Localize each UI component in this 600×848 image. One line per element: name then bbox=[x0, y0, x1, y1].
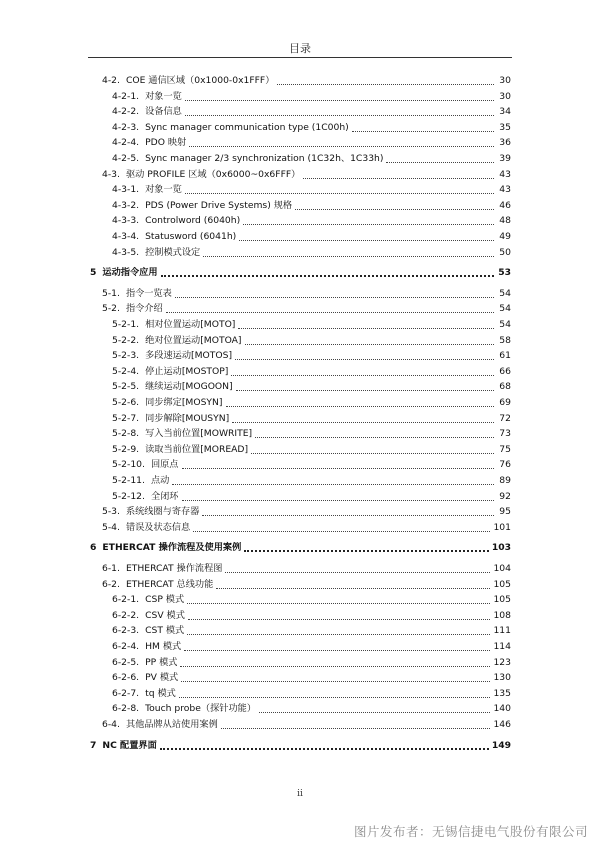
toc-entry-title: Controlword (6040h) bbox=[145, 215, 241, 227]
toc-entry-number: 5-2-9. bbox=[112, 443, 140, 455]
toc-dot-leader bbox=[245, 344, 494, 345]
toc-entry-title: ETHERCAT 总线功能 bbox=[125, 578, 214, 590]
toc-entry-title: 设备信息 bbox=[145, 106, 182, 118]
toc-entry-page: 114 bbox=[493, 641, 511, 652]
toc-dot-leader bbox=[185, 115, 494, 116]
toc-entry-title: 读取当前位置[MOREAD] bbox=[145, 443, 249, 455]
toc-entry-title: PP 模式 bbox=[145, 656, 178, 668]
header-divider bbox=[88, 57, 512, 58]
toc-entry[interactable] bbox=[102, 302, 511, 316]
toc-entry[interactable] bbox=[112, 474, 511, 488]
toc-entry-title: Sync manager 2/3 synchronization (1C32h、1C33h) bbox=[145, 153, 384, 164]
toc-entry[interactable] bbox=[102, 74, 511, 88]
toc-entry-title: 绝对位置运动[MOTOA] bbox=[145, 334, 242, 346]
toc-entry-page: 75 bbox=[499, 443, 511, 455]
toc-entry-title: 对象一览 bbox=[145, 90, 182, 102]
toc-entry-title: 同步绑定[MOSYN] bbox=[145, 397, 223, 408]
toc-dot-leader bbox=[244, 550, 489, 552]
toc-entry-page: 130 bbox=[493, 672, 511, 684]
toc-entry-title: 停止运动[MOSTOP] bbox=[145, 365, 229, 377]
toc-dot-leader bbox=[187, 603, 490, 604]
toc-entry[interactable] bbox=[112, 671, 511, 685]
toc-entry[interactable] bbox=[112, 183, 511, 197]
toc-dot-leader bbox=[182, 468, 495, 469]
toc-entry-title: 指令介绍 bbox=[125, 303, 163, 315]
toc-entry[interactable] bbox=[112, 624, 511, 638]
toc-entry[interactable] bbox=[102, 168, 511, 182]
toc-dot-leader bbox=[239, 240, 494, 241]
toc-entry-number: 5-2-11. bbox=[112, 475, 145, 486]
toc-dot-leader bbox=[259, 712, 490, 713]
toc-dot-leader bbox=[181, 681, 490, 682]
toc-entry-page: 54 bbox=[499, 287, 511, 299]
toc-entry[interactable] bbox=[112, 199, 511, 213]
toc-entry-number: 4-2-4. bbox=[112, 137, 140, 149]
toc-entry-number: 6-4. bbox=[102, 719, 120, 730]
toc-dot-leader bbox=[188, 619, 491, 620]
toc-entry-title: Statusword (6041h) bbox=[145, 231, 237, 242]
publisher-watermark: 图片发布者：无锡信捷电气股份有限公司 bbox=[353, 824, 588, 839]
toc-entry-title: 点动 bbox=[150, 475, 170, 486]
toc-entry-title: ETHERCAT 操作流程图 bbox=[125, 563, 223, 574]
toc-entry-page: 140 bbox=[493, 703, 511, 715]
toc-entry-page: 73 bbox=[499, 428, 511, 440]
toc-entry-title: 系统线圈与寄存器 bbox=[125, 506, 200, 518]
toc-dot-leader bbox=[203, 256, 494, 257]
toc-entry[interactable] bbox=[90, 739, 511, 753]
toc-dot-leader bbox=[216, 588, 490, 589]
toc-entry-number: 4-2-2. bbox=[112, 106, 140, 118]
toc-entry[interactable] bbox=[112, 656, 511, 670]
toc-entry-number: 5-2-5. bbox=[112, 381, 140, 393]
toc-dot-leader bbox=[185, 100, 494, 101]
toc-dot-leader bbox=[236, 390, 494, 391]
toc-entry[interactable] bbox=[90, 541, 511, 555]
toc-entry-number: 5-2-3. bbox=[112, 350, 140, 362]
toc-entry-page: 50 bbox=[499, 246, 511, 258]
toc-entry-title: HM 模式 bbox=[145, 641, 182, 652]
toc-entry-number: 6 bbox=[90, 542, 97, 554]
toc-entry[interactable] bbox=[112, 593, 511, 607]
toc-entry-page: 34 bbox=[499, 106, 511, 118]
toc-entry-page: 54 bbox=[499, 303, 511, 315]
toc-entry-number: 4-3-3. bbox=[112, 215, 140, 227]
toc-entry[interactable] bbox=[112, 105, 511, 119]
toc-entry[interactable] bbox=[112, 640, 511, 654]
toc-dot-leader bbox=[277, 84, 494, 85]
toc-dot-leader bbox=[303, 178, 494, 179]
toc-entry-number: 6-2-6. bbox=[112, 672, 140, 684]
toc-entry-number: 5-2-8. bbox=[112, 428, 140, 440]
toc-entry-page: 68 bbox=[499, 381, 511, 393]
toc-entry-number: 5-2-7. bbox=[112, 412, 140, 424]
toc-entry-title: 运动指令应用 bbox=[102, 267, 158, 279]
toc-entry[interactable] bbox=[112, 246, 511, 260]
toc-entry-number: 5-2-1. bbox=[112, 319, 140, 330]
toc-entry-page: 49 bbox=[499, 231, 511, 242]
toc-entry-page: 48 bbox=[499, 215, 511, 227]
toc-dot-leader bbox=[175, 297, 494, 298]
toc-entry-title: 指令一览表 bbox=[125, 287, 172, 299]
toc-entry-number: 4-3-5. bbox=[112, 246, 140, 258]
toc-entry-number: 5 bbox=[90, 267, 97, 279]
toc-entry-number: 7 bbox=[90, 739, 97, 751]
page-header-title: 目录 bbox=[289, 42, 311, 55]
toc-entry-number: 6-2-1. bbox=[112, 594, 140, 606]
toc-dot-leader bbox=[179, 697, 491, 698]
toc-entry[interactable] bbox=[90, 266, 511, 280]
toc-entry-page: 135 bbox=[493, 687, 511, 699]
toc-entry-page: 146 bbox=[493, 719, 511, 730]
toc-entry-page: 111 bbox=[493, 625, 511, 637]
toc-entry[interactable] bbox=[112, 121, 511, 135]
toc-entry-page: 30 bbox=[499, 75, 511, 86]
toc-entry-page: 35 bbox=[499, 121, 511, 133]
toc-entry[interactable] bbox=[112, 687, 511, 701]
toc-entry-title: 同步解除[MOUSYN] bbox=[145, 412, 230, 424]
toc-dot-leader bbox=[226, 406, 495, 407]
toc-dot-leader bbox=[231, 375, 494, 376]
toc-entry[interactable] bbox=[112, 609, 511, 623]
toc-entry[interactable] bbox=[102, 521, 511, 535]
toc-dot-leader bbox=[193, 531, 490, 532]
page-number: ii bbox=[297, 789, 303, 799]
toc-dot-leader bbox=[161, 275, 494, 277]
toc-entry-page: 101 bbox=[493, 521, 511, 533]
toc-entry-number: 5-1. bbox=[102, 287, 120, 299]
toc-entry-number: 6-2-3. bbox=[112, 625, 140, 637]
toc-entry[interactable] bbox=[112, 702, 511, 716]
toc-entry-title: NC 配置界面 bbox=[102, 739, 157, 751]
toc-dot-leader bbox=[251, 453, 494, 454]
toc-dot-leader bbox=[182, 500, 495, 501]
toc-entry-page: 105 bbox=[493, 578, 511, 590]
toc-entry-title: COE 通信区域（0x1000-0x1FFF） bbox=[125, 75, 275, 86]
toc-entry[interactable] bbox=[112, 90, 511, 104]
toc-entry[interactable] bbox=[112, 152, 511, 166]
toc-entry-page: 105 bbox=[493, 594, 511, 606]
toc-entry-title: ETHERCAT 操作流程及使用案例 bbox=[102, 542, 242, 554]
toc-dot-leader bbox=[238, 328, 494, 329]
toc-entry-page: 43 bbox=[499, 168, 511, 180]
toc-entry-title: PV 模式 bbox=[145, 672, 179, 684]
toc-entry-page: 53 bbox=[498, 267, 511, 279]
toc-dot-leader bbox=[180, 666, 490, 667]
toc-entry-number: 6-2-4. bbox=[112, 641, 140, 652]
toc-entry-page: 43 bbox=[499, 184, 511, 196]
toc-entry-page: 72 bbox=[499, 412, 511, 424]
toc-entry[interactable] bbox=[102, 505, 511, 519]
toc-dot-leader bbox=[295, 209, 494, 210]
toc-entry-title: 继续运动[MOGOON] bbox=[145, 381, 233, 393]
toc-entry-number: 6-1. bbox=[102, 563, 120, 574]
toc-entry[interactable] bbox=[112, 365, 511, 379]
toc-entry-page: 30 bbox=[499, 90, 511, 102]
toc-entry-title: 写入当前位置[MOWRITE] bbox=[145, 428, 253, 440]
toc-dot-leader bbox=[352, 131, 494, 132]
toc-dot-leader bbox=[235, 359, 494, 360]
toc-entry-number: 6-2-5. bbox=[112, 656, 140, 668]
toc-entry-title: 全闭环 bbox=[150, 490, 179, 502]
toc-entry-title: Sync manager communication type (1C00h) bbox=[145, 121, 349, 133]
toc-entry-page: 95 bbox=[499, 506, 511, 518]
toc-entry-title: 对象一览 bbox=[145, 184, 182, 196]
toc-dot-leader bbox=[243, 224, 494, 225]
toc-entry-title: 回原点 bbox=[150, 459, 179, 471]
toc-entry-title: CSP 模式 bbox=[145, 594, 185, 606]
toc-entry-title: 其他品牌从站使用案例 bbox=[125, 719, 218, 730]
toc-dot-leader bbox=[255, 437, 494, 438]
toc-entry-number: 4-3-1. bbox=[112, 184, 140, 196]
toc-entry-page: 54 bbox=[499, 319, 511, 330]
toc-entry-number: 4-3-4. bbox=[112, 231, 140, 242]
toc-entry-page: 61 bbox=[499, 350, 511, 362]
toc-entry-number: 5-3. bbox=[102, 506, 120, 518]
toc-dot-leader bbox=[166, 312, 494, 313]
toc-entry-number: 4-2-5. bbox=[112, 153, 140, 164]
toc-entry-page: 123 bbox=[493, 656, 511, 668]
toc-dot-leader bbox=[225, 572, 490, 573]
toc-entry[interactable] bbox=[112, 349, 511, 363]
toc-entry[interactable] bbox=[102, 578, 511, 592]
toc-entry-number: 5-4. bbox=[102, 521, 120, 533]
toc-dot-leader bbox=[185, 193, 494, 194]
toc-entry-number: 4-2. bbox=[102, 75, 120, 86]
toc-entry-number: 6-2-7. bbox=[112, 687, 140, 699]
toc-entry-title: 驱动 PROFILE 区域（0x6000~0x6FFF） bbox=[125, 168, 301, 180]
toc-entry[interactable] bbox=[112, 214, 511, 228]
toc-entry-title: 相对位置运动[MOTO] bbox=[145, 319, 236, 330]
toc-entry-page: 108 bbox=[493, 609, 511, 621]
toc-entry-title: tq 模式 bbox=[145, 687, 176, 699]
toc-entry-page: 92 bbox=[499, 490, 511, 502]
toc-entry[interactable] bbox=[112, 458, 511, 472]
toc-entry-page: 46 bbox=[499, 199, 511, 211]
toc-entry-page: 66 bbox=[499, 365, 511, 377]
toc-entry[interactable] bbox=[102, 718, 511, 732]
toc-dot-leader bbox=[232, 422, 494, 423]
toc-entry-number: 6-2-2. bbox=[112, 609, 140, 621]
toc-entry-page: 104 bbox=[493, 563, 511, 574]
toc-dot-leader bbox=[184, 650, 490, 651]
toc-entry[interactable] bbox=[112, 230, 511, 244]
toc-entry-number: 5-2. bbox=[102, 303, 120, 315]
toc-entry[interactable] bbox=[112, 490, 511, 504]
toc-entry[interactable] bbox=[102, 562, 511, 576]
toc-entry[interactable] bbox=[112, 443, 511, 457]
toc-entry-number: 6-2. bbox=[102, 578, 120, 590]
toc-entry-number: 5-2-6. bbox=[112, 397, 140, 408]
toc-entry[interactable] bbox=[112, 412, 511, 426]
toc-entry[interactable] bbox=[112, 380, 511, 394]
toc-entry[interactable] bbox=[112, 318, 511, 332]
toc-dot-leader bbox=[187, 634, 490, 635]
toc-entry-number: 5-2-10. bbox=[112, 459, 145, 471]
toc-entry-number: 5-2-2. bbox=[112, 334, 140, 346]
toc-entry-number: 4-2-1. bbox=[112, 90, 140, 102]
toc-entry-page: 149 bbox=[491, 739, 511, 751]
toc-entry-page: 58 bbox=[499, 334, 511, 346]
toc-entry[interactable] bbox=[112, 427, 511, 441]
toc-entry-title: 多段速运动[MOTOS] bbox=[145, 350, 233, 362]
toc-entry-page: 103 bbox=[491, 542, 511, 554]
toc-entry-number: 4-3. bbox=[102, 168, 120, 180]
toc-dot-leader bbox=[202, 515, 494, 516]
toc-entry-page: 89 bbox=[499, 475, 511, 486]
toc-entry[interactable] bbox=[112, 136, 511, 150]
toc-dot-leader bbox=[172, 484, 494, 485]
toc-entry-title: PDS (Power Drive Systems) 规格 bbox=[145, 199, 293, 211]
toc-entry-page: 36 bbox=[499, 137, 511, 149]
toc-dot-leader bbox=[189, 146, 494, 147]
toc-entry[interactable] bbox=[112, 334, 511, 348]
toc-entry-page: 39 bbox=[499, 153, 511, 164]
toc-entry-page: 69 bbox=[499, 397, 511, 408]
toc-entry-title: PDO 映射 bbox=[145, 137, 187, 149]
toc-dot-leader bbox=[386, 162, 494, 163]
toc-entry-title: 错误及状态信息 bbox=[125, 521, 191, 533]
toc-entry-number: 4-3-2. bbox=[112, 199, 140, 211]
toc-dot-leader bbox=[160, 748, 489, 750]
toc-entry-page: 76 bbox=[499, 459, 511, 471]
toc-entry-title: CST 模式 bbox=[145, 625, 185, 637]
toc-dot-leader bbox=[221, 728, 491, 729]
toc-entry[interactable] bbox=[112, 396, 511, 410]
toc-entry-number: 6-2-8. bbox=[112, 703, 140, 715]
toc-entry[interactable] bbox=[102, 287, 511, 301]
toc-entry-title: CSV 模式 bbox=[145, 609, 185, 621]
toc-entry-number: 5-2-4. bbox=[112, 365, 140, 377]
toc-entry-number: 5-2-12. bbox=[112, 490, 145, 502]
toc-entry-title: Touch probe（探针功能） bbox=[145, 703, 257, 715]
toc-entry-number: 4-2-3. bbox=[112, 121, 140, 133]
toc-entry-title: 控制模式设定 bbox=[145, 246, 201, 258]
